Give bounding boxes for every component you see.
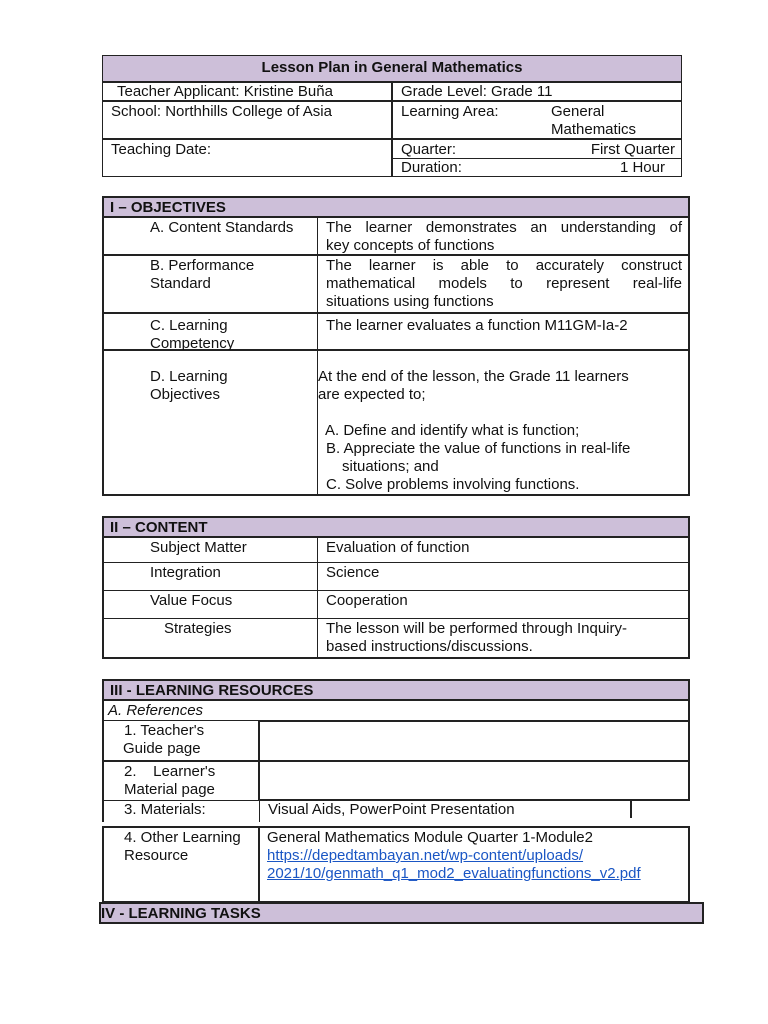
learning-objectives-value: At the end of the lesson, the Grade 11 learners are expected to; A. Define and identify what is function; B. Appreciate the value of functions in real-life situations; and C. Solve problems involving functions. [317,350,690,496]
value-focus-label: Value Focus [102,590,318,619]
materials-value: Visual Aids, PowerPoint Presentation [259,800,631,822]
learners-material-label: 2. Learner's Material page [102,761,259,801]
content-header: II – CONTENT [102,516,690,538]
strategies-label: Strategies [102,618,318,659]
integration-value: Science [317,562,690,591]
subject-matter-value: Evaluation of function [317,537,690,563]
other-resource-value: General Mathematics Module Quarter 1-Module2 https://depedtambayan.net/wp-content/uploads/ 2021/10/genmath_q1_mod2_evaluatingfunctions_v2.pdf [258,826,690,903]
resource-link[interactable]: https://depedtambayan.net/wp-content/uploads/ [267,847,584,864]
school: School: Northhills College of Asia [102,101,392,139]
integration-label: Integration [102,562,318,591]
learning-tasks-header: IV - LEARNING TASKS [99,902,704,924]
materials-label: 3. Materials: [102,800,259,822]
quarter: Quarter: First Quarter [392,139,682,159]
teaching-date: Teaching Date: [102,139,392,177]
learning-competency-label: C. Learning Competency [102,313,318,350]
learning-resources-header: III - LEARNING RESOURCES [102,679,690,701]
subject-matter-label: Subject Matter [102,537,318,563]
learning-objectives-label: D. Learning Objectives [102,350,318,496]
content-standards-label: A. Content Standards [102,217,318,255]
learners-material-value [258,760,690,801]
objective-c: C. Solve problems involving functions. [326,476,580,493]
lesson-plan-title: Lesson Plan in General Mathematics [102,55,682,82]
references-label: A. References [102,700,690,721]
value-focus-value: Cooperation [317,590,690,619]
teachers-guide-label: 1. Teacher's Guide page [102,720,259,761]
learning-competency-value: The learner evaluates a function M11GM-Ia-2 [317,313,690,350]
other-resource-label: 4. Other Learning Resource [102,826,259,903]
content-standards-value: The learner demonstrates an understanding of key concepts of functions [317,217,690,255]
resource-link-continued[interactable]: 2021/10/genmath_q1_mod2_evaluatingfunctions_v2.pdf [267,865,641,882]
objective-a: A. Define and identify what is function; [325,422,580,439]
grade-level: Grade Level: Grade 11 [392,82,682,101]
objectives-header: I – OBJECTIVES [102,196,690,218]
objective-b: B. Appreciate the value of functions in real-life [326,440,631,457]
text-cursor-mark [630,801,632,818]
learning-area: Learning Area: General Mathematics [392,101,682,139]
duration: Duration: 1 Hour [392,158,682,177]
teachers-guide-value [258,720,690,762]
strategies-value: The lesson will be performed through Inquiry- based instructions/discussions. [317,618,690,659]
performance-standard-value: The learner is able to accurately construct mathematical models to represent real-life situations using functions [317,255,690,313]
teacher-applicant: Teacher Applicant: Kristine Buña [102,82,392,101]
performance-standard-label: B. Performance Standard [102,255,318,313]
